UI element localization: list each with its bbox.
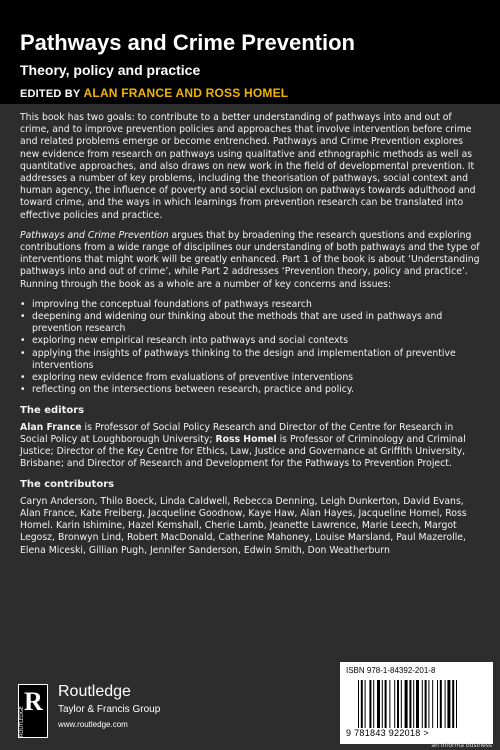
list-item: • exploring new empirical research into pathways and social contexts — [20, 335, 482, 347]
editor-name-1: Alan France — [20, 421, 82, 433]
blurb — [20, 112, 482, 565]
edited-by-line — [20, 86, 288, 100]
book-title: Pathways and Crime Prevention — [20, 30, 355, 55]
blurb-paragraph-1: This book has two goals: to contribute to a better understanding of pathways into and out of crime, and to improve prevention policies and approaches that involve intervention before crime and related problems emerge or become entrenched. Pathways and Crime Prevention explores new evidence from research on pathways using qualitative and ethnographic methods as well as quantitative approaches, and also draws on new work in the field of developmental prevention. It addresses a number of key problems, including the theorisation of pathways, social context and human agency, the influence of poverty and social exclusion on pathways towards adulthood and toward crime, and the ways in which learnings from prevention research can be translated into effective policies and practice. — [20, 112, 476, 221]
logo-vertical-text: ROUTLEDGE — [19, 706, 25, 737]
list-item: • deepening and widening our thinking about the methods that are used in pathways and prevention research — [20, 311, 482, 335]
editors-heading: The editors — [20, 405, 85, 417]
publisher-url[interactable]: www.routledge.com — [58, 720, 128, 729]
publisher-group: Taylor & Francis Group — [58, 704, 161, 715]
editor-name-2: Ross Homel — [215, 433, 277, 445]
editors-paragraph — [20, 422, 482, 471]
book-subtitle: Theory, policy and practice — [20, 62, 201, 78]
list-item: • improving the conceptual foundations of pathways research — [20, 299, 482, 311]
barcode-digits: 9 781843 922018 > — [346, 728, 429, 738]
paragraph-2-text: argues that by broadening the research questions and exploring contributions from a wide range of disciplines our understanding of both pathways and the type of interventions that might work will be greatly enhanced. Part 1 of the book is about ‘Understanding pathways into and out of crime’, while Part 2 addresses ‘Prevention theory, policy and practice’. Running through the book as a whole are a number of key concerns and issues: — [20, 229, 480, 290]
editor-text-1: is Professor of Social Policy Research and Director of the Centre for Research in Social Policy at Loughborough University; — [20, 421, 454, 445]
list-item: • applying the insights of pathways thinking to the design and implementation of preventive interventions — [20, 348, 482, 372]
isbn-number: ISBN 978-1-84392-201-8 — [346, 666, 436, 675]
publisher-name: Routledge — [58, 683, 131, 700]
logo-letter: R — [24, 687, 43, 716]
edited-by-label: EDITED BY — [20, 88, 81, 100]
informa-tagline: an informa business — [431, 742, 492, 749]
key-concerns-list — [20, 299, 482, 397]
isbn-barcode-box — [340, 662, 493, 744]
editor-names: ALAN FRANCE AND ROSS HOMEL — [83, 86, 289, 100]
list-item: • exploring new evidence from evaluations of preventive interventions — [20, 372, 482, 384]
list-item: • reflecting on the intersections between research, practice and policy. — [20, 384, 482, 396]
editor-text-2: is Professor of Criminology and Criminal Justice; Director of the Key Centre for Ethics, Law, Justice and Governance at Griffith University, Brisbane; and Director of Research and Development for the Pathways to Prevention Project. — [20, 433, 466, 470]
cover-header — [0, 0, 500, 104]
barcode-image — [356, 680, 486, 728]
contributors-heading: The contributors — [20, 479, 115, 491]
blurb-paragraph-2 — [20, 230, 482, 291]
book-title-italic: Pathways and Crime Prevention — [20, 229, 169, 241]
contributors-paragraph: Caryn Anderson, Thilo Boeck, Linda Caldwell, Rebecca Denning, Leigh Dunkerton, David Evans, Alan France, Kate Freiberg, Jacqueline Goodnow, Kaye Haw, Alan Hayes, Jacqueline Homel, Ross Homel. Karin Ishimine, Hazel Kemshall, Cherie Lamb, Jeanette Lawrence, Marie Leech, Margot Legosz, Bronwyn Lind, Robert MacDonald, Catherine Mahoney, Louise Marsland, Paul Mazerolle, Elena Miceski, Gillian Pugh, Jennifer Sanderson, Edwin Smith, Don Weatherburn — [20, 495, 467, 556]
routledge-logo — [18, 684, 48, 738]
